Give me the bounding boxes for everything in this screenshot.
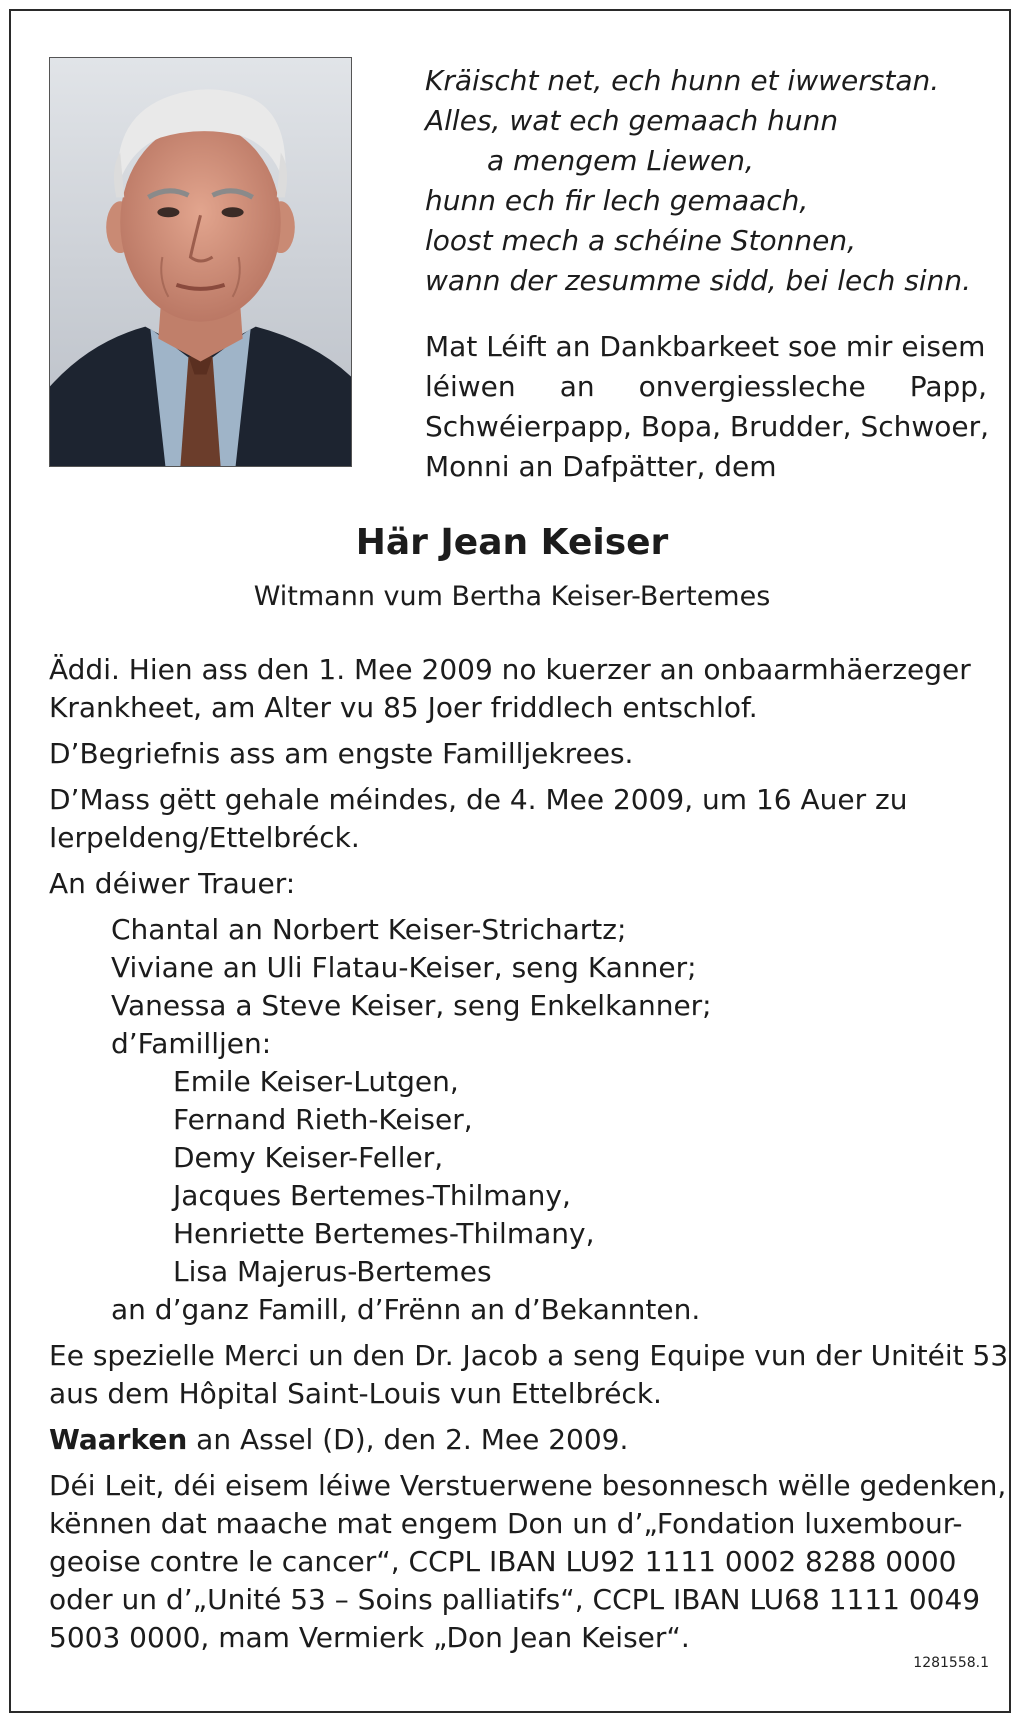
mourner: d’Familljen: xyxy=(111,1027,272,1060)
poem xyxy=(425,61,995,301)
portrait-photo xyxy=(49,57,352,467)
family-member: Jacques Bertemes-Thilmany, xyxy=(173,1179,571,1212)
family-member: Emile Keiser-Lutgen, xyxy=(173,1065,459,1098)
family-member: Demy Keiser-Feller, xyxy=(173,1141,444,1174)
family-member: Fernand Rieth-Keiser, xyxy=(173,1103,473,1136)
intro-word: onvergiessleche xyxy=(638,370,866,403)
intro-word: Papp, xyxy=(909,370,987,403)
poem-line: Alles, wat ech gemaach hunn xyxy=(425,104,839,137)
place-bold: Waarken xyxy=(49,1423,188,1456)
mourner: Vanessa a Steve Keiser, seng Enkelkanner; xyxy=(111,989,712,1022)
death-notice-line: Krankheet, am Alter vu 85 Joer friddlech entschlof. xyxy=(49,691,758,724)
poem-line: wann der zesumme sidd, bei lech sinn. xyxy=(425,264,971,297)
widower-of: Witmann vum Bertha Keiser-Bertemes xyxy=(253,581,771,612)
poem-line: hunn ech fir lech gemaach, xyxy=(425,184,809,217)
donation-line: Déi Leit, déi eisem léiwe Verstuerwene besonnesch wëlle gedenken, xyxy=(49,1469,1007,1502)
intro-text xyxy=(425,327,990,487)
intro-line xyxy=(425,367,987,407)
obituary-card xyxy=(9,9,1011,1713)
thanks-line: Ee spezielle Merci un den Dr. Jacob a seng Equipe vun der Unitéit 53 xyxy=(49,1339,1009,1372)
mass-line: D’Mass gëtt gehale méindes, de 4. Mee 2009, um 16 Auer zu xyxy=(49,783,908,816)
place-rest: an Assel (D), den 2. Mee 2009. xyxy=(187,1423,629,1456)
intro-line: Monni an Dafpätter, dem xyxy=(425,450,777,483)
portrait-image xyxy=(50,58,351,466)
obituary-body xyxy=(49,651,1009,1657)
poem-line: a mengem Liewen, xyxy=(487,144,754,177)
intro-line: Schwéierpapp, Bopa, Brudder, Schwoer, xyxy=(425,410,990,443)
poem-line: Kräischt net, ech hunn et iwwerstan. xyxy=(425,64,940,97)
thanks-line: aus dem Hôpital Saint-Louis vun Ettelbréck. xyxy=(49,1377,662,1410)
donation-line: geoise contre le cancer“, CCPL IBAN LU92 1111 0002 8288 0000 xyxy=(49,1545,957,1578)
deceased-name: Här Jean Keiser xyxy=(355,522,669,563)
intro-word: léiwen xyxy=(425,370,516,403)
donation-line: oder un d’„Unité 53 – Soins palliatifs“, CCPL IBAN LU68 1111 0049 xyxy=(49,1583,981,1616)
intro-word: an xyxy=(559,370,595,403)
intro-line: Mat Léift an Dankbarkeet soe mir eisem xyxy=(425,330,986,363)
death-notice-line: Äddi. Hien ass den 1. Mee 2009 no kuerzer an onbaarmhäerzeger xyxy=(49,653,971,686)
mourning-heading: An déiwer Trauer: xyxy=(49,867,296,900)
mourner: Viviane an Uli Flatau-Keiser, seng Kanner; xyxy=(111,951,697,984)
family-member: Henriette Bertemes-Thilmany, xyxy=(173,1217,595,1250)
donation-line: kënnen dat maache mat engem Don un d’„Fondation luxembour- xyxy=(49,1507,963,1540)
place-date xyxy=(49,1421,983,1459)
closing-mourners: an d’ganz Famill, d’Frënn an d’Bekannten. xyxy=(111,1293,701,1326)
family-member: Lisa Majerus-Bertemes xyxy=(173,1255,492,1288)
reference-number: 1281558.1 xyxy=(913,1655,989,1671)
mourner: Chantal an Norbert Keiser-Strichartz; xyxy=(111,913,627,946)
donation-line: 5003 0000, mam Vermierk „Don Jean Keiser“. xyxy=(49,1621,690,1654)
poem-line: loost mech a schéine Stonnen, xyxy=(425,224,856,257)
funeral-note: D’Begriefnis ass am engste Familljekrees. xyxy=(49,737,634,770)
mass-line: Ierpeldeng/Ettelbréck. xyxy=(49,821,360,854)
